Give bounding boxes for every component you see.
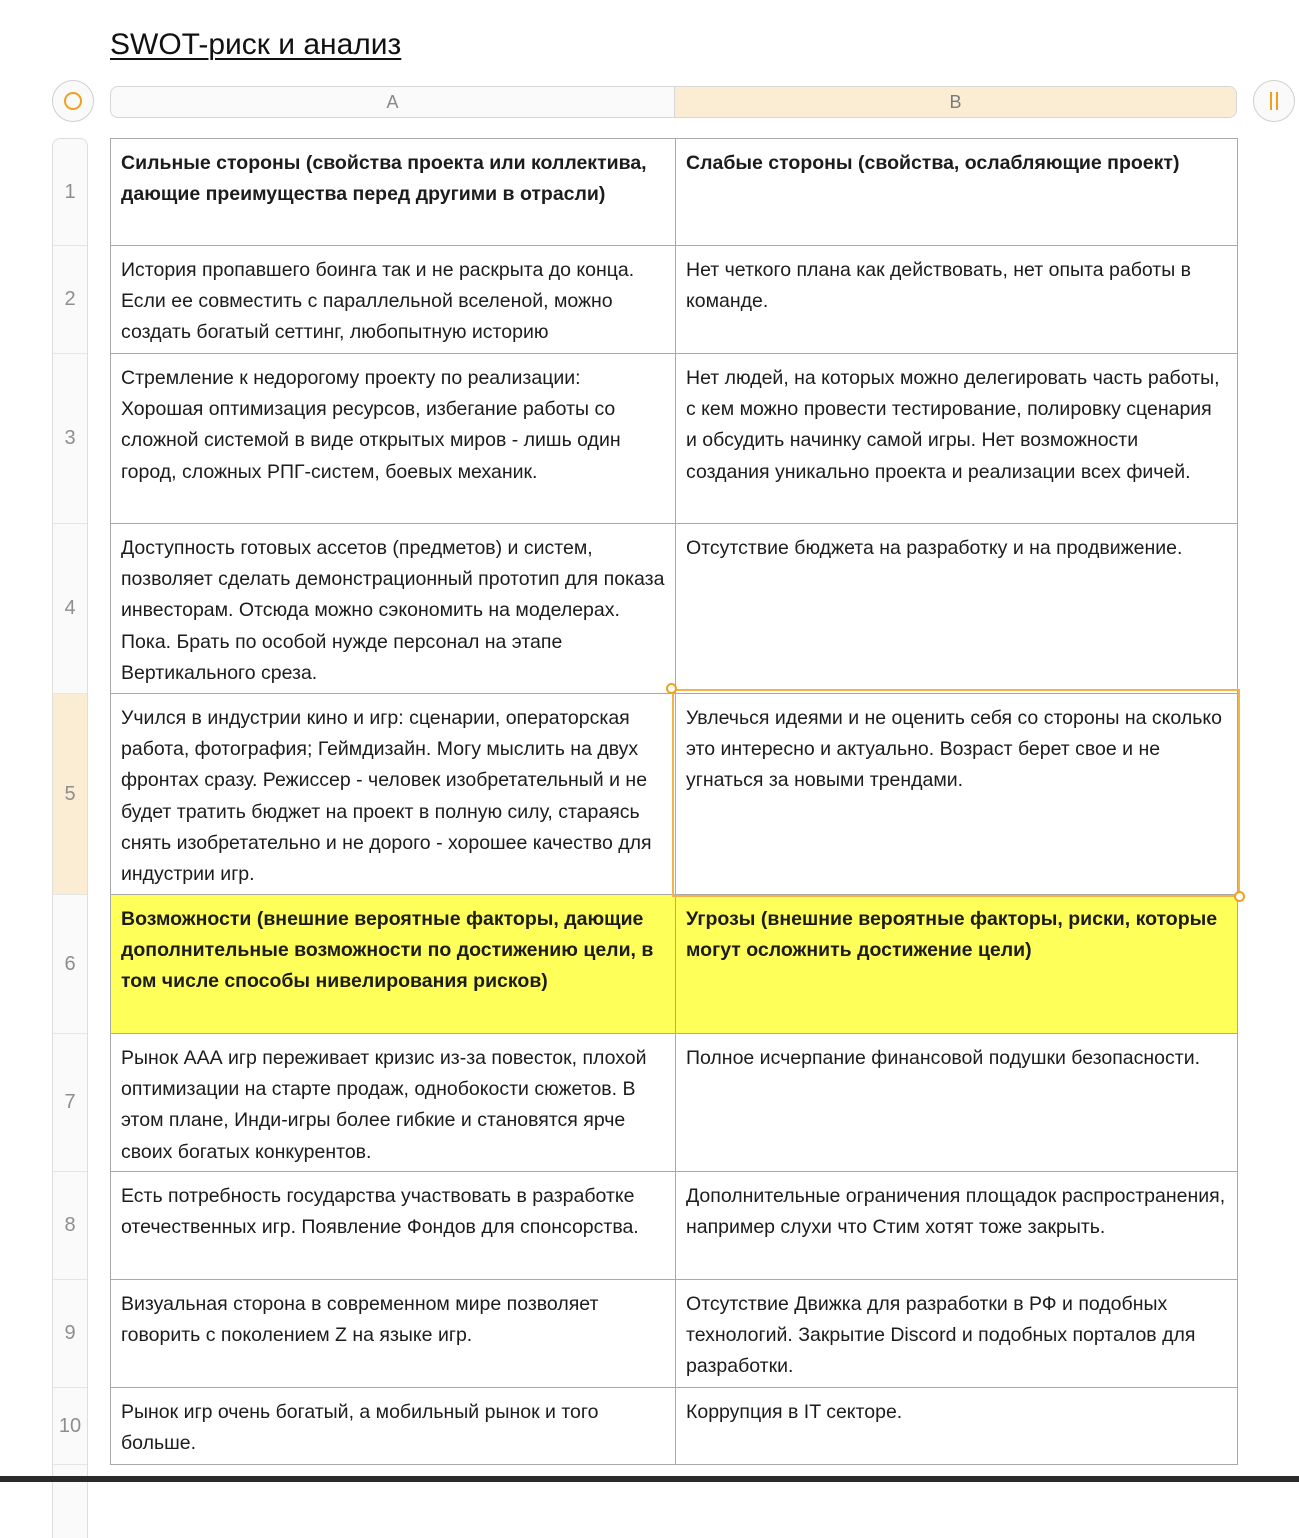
column-header-b[interactable]: B <box>675 87 1236 117</box>
table-row <box>111 524 1238 694</box>
select-all-button[interactable] <box>52 80 94 122</box>
row-header-2[interactable]: 2 <box>53 246 87 354</box>
table-row <box>111 354 1238 524</box>
cell-a-row-4[interactable]: Доступность готовых ассетов (предметов) и систем, позволяет сделать демонстрационный прототип для показа инвесторам. Отсюда можно сэкономить на моделерах. Пока. Брать по особой нужде персонал на этапе Вертикального среза. <box>111 524 676 694</box>
table-row <box>111 1034 1238 1172</box>
row-header-6[interactable]: 6 <box>53 895 87 1034</box>
row-header-7[interactable]: 7 <box>53 1034 87 1172</box>
cell-a-row-3[interactable]: Стремление к недорогому проекту по реализации: Хорошая оптимизация ресурсов, избегание работы со сложной системой в виде открытых миров - лишь один город, сложных РПГ-систем, боевых механик. <box>111 354 676 524</box>
cell-b-row-9[interactable]: Отсутствие Движка для разработки в РФ и подобных технологий. Закрытие Discord и подобных порталов для разработки. <box>676 1280 1238 1388</box>
cell-b-row-3[interactable]: Нет людей, на которых можно делегировать часть работы, с кем можно провести тестирование, полировку сценария и обсудить начинку самой игры. Нет возможности создания уникально проекта и реализации всех фичей. <box>676 354 1238 524</box>
sheet-title[interactable]: SWOT-риск и анализ <box>110 28 402 61</box>
freeze-columns-button[interactable] <box>1253 80 1295 122</box>
cell-a-row-10[interactable]: Рынок игр очень богатый, а мобильный рынок и того больше. <box>111 1388 676 1465</box>
column-header-bar <box>110 86 1237 118</box>
cell-b-row-10[interactable]: Коррупция в IT секторе. <box>676 1388 1238 1465</box>
row-header-9[interactable]: 9 <box>53 1280 87 1388</box>
cell-a-row-8[interactable]: Есть потребность государства участвовать в разработке отечественных игр. Появление Фондов для спонсорства. <box>111 1172 676 1280</box>
pause-bars-icon <box>1270 92 1278 110</box>
bottom-edge-bar <box>0 1476 1299 1482</box>
row-header-8[interactable]: 8 <box>53 1172 87 1280</box>
cell-a-row-2[interactable]: История пропавшего боинга так и не раскрыта до конца. Если ее совместить с параллельной вселеной, можно создать богатый сеттинг, любопытную историю <box>111 246 676 354</box>
selection-handle-top-left[interactable] <box>666 683 677 694</box>
row-header-3[interactable]: 3 <box>53 354 87 524</box>
cell-b-row-2[interactable]: Нет четкого плана как действовать, нет опыта работы в команде. <box>676 246 1238 354</box>
table-row <box>111 1388 1238 1465</box>
selection-handle-bottom-right[interactable] <box>1234 891 1245 902</box>
cell-a-row-1[interactable]: Сильные стороны (свойства проекта или коллектива, дающие преимущества перед другими в отрасли) <box>111 139 676 246</box>
column-header-a[interactable]: A <box>111 87 675 117</box>
row-header-10[interactable]: 10 <box>53 1388 87 1465</box>
table-row <box>111 139 1238 246</box>
table-row <box>111 1172 1238 1280</box>
cell-a-row-9[interactable]: Визуальная сторона в современном мире позволяет говорить с поколением Z на языке игр. <box>111 1280 676 1388</box>
cell-b-row-7[interactable]: Полное исчерпание финансовой подушки безопасности. <box>676 1034 1238 1172</box>
cell-b-row-8[interactable]: Дополнительные ограничения площадок распространения, например слухи что Стим хотят тоже закрыть. <box>676 1172 1238 1280</box>
table-row <box>111 694 1238 895</box>
cell-b-row-6[interactable]: Угрозы (внешние вероятные факторы, риски, которые могут осложнить достижение цели) <box>676 895 1238 1034</box>
row-number-gutter <box>52 138 88 1538</box>
cell-b-row-4[interactable]: Отсутствие бюджета на разработку и на продвижение. <box>676 524 1238 694</box>
table-row <box>111 895 1238 1034</box>
cell-a-row-6[interactable]: Возможности (внешние вероятные факторы, дающие дополнительные возможности по достижению цели, в том числе способы нивелирования рисков) <box>111 895 676 1034</box>
cell-a-row-5[interactable]: Учился в индустрии кино и игр: сценарии, операторская работа, фотография; Геймдизайн. Могу мыслить на двух фронтах сразу. Режиссер - человек изобретательный и не будет тратить бюджет на проект в полную силу, стараясь снять изобретательно и не дорого - хорошее качество для индустрии игр. <box>111 694 676 895</box>
table-row <box>111 1280 1238 1388</box>
cell-a-row-7[interactable]: Рынок ААА игр переживает кризис из-за повесток, плохой оптимизации на старте продаж, однобокости сюжетов. В этом плане, Инди-игры более гибкие и становятся ярче своих богатых конкурентов. <box>111 1034 676 1172</box>
cell-b-row-5[interactable]: Увлечься идеями и не оценить себя со стороны на сколько это интересно и актуально. Возраст берет свое и не угнаться за новыми трендами. <box>676 694 1238 895</box>
row-header-5[interactable]: 5 <box>53 694 87 895</box>
cell-b-row-1[interactable]: Слабые стороны (свойства, ослабляющие проект) <box>676 139 1238 246</box>
swot-table <box>110 138 1238 1465</box>
circle-icon <box>64 92 82 110</box>
table-row <box>111 246 1238 354</box>
row-header-4[interactable]: 4 <box>53 524 87 694</box>
row-header-1[interactable]: 1 <box>53 139 87 246</box>
